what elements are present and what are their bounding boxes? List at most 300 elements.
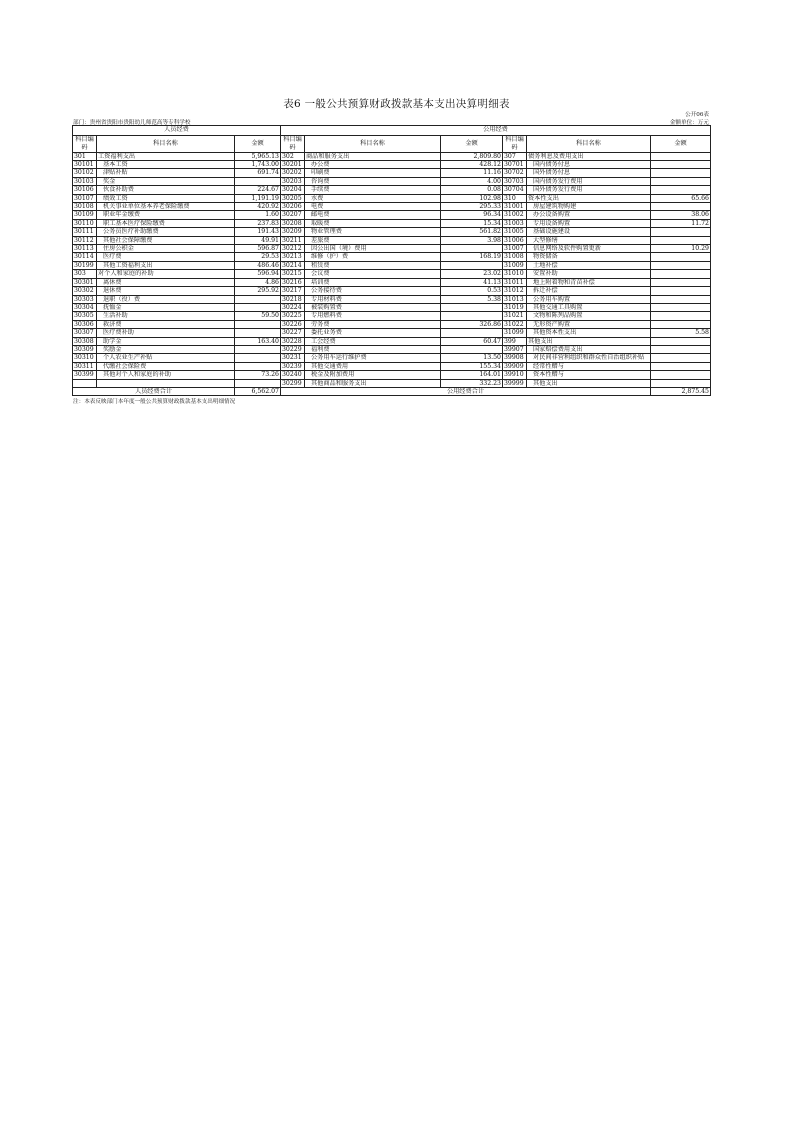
cell-amount: 155.34 <box>441 362 503 370</box>
name-header: 科目名称 <box>97 135 235 152</box>
cell-amount: 3.98 <box>441 236 503 244</box>
cell-code: 30204 <box>281 186 305 194</box>
cell-code: 30106 <box>73 186 97 194</box>
cell-name: 无形资产购置 <box>527 320 651 328</box>
cell-amount: 1,191.19 <box>235 194 281 202</box>
cell-code: 30307 <box>73 329 97 337</box>
cell-code: 30203 <box>281 177 305 185</box>
cell-name: 对个人和家庭的补助 <box>97 270 235 278</box>
cell-code: 30703 <box>503 177 527 185</box>
cell-name: 水费 <box>305 194 441 202</box>
cell-name: 邮电费 <box>305 211 441 219</box>
personnel-total-amount: 6,562.07 <box>235 387 281 395</box>
cell-code: 307 <box>503 152 527 160</box>
table-row <box>73 287 711 295</box>
cell-amount <box>235 177 281 185</box>
cell-amount <box>651 236 711 244</box>
cell-name: 土地补偿 <box>527 261 651 269</box>
cell-code: 30310 <box>73 354 97 362</box>
cell-amount <box>651 261 711 269</box>
table-body <box>73 126 711 396</box>
cell-amount: 29.53 <box>235 253 281 261</box>
table-row <box>73 270 711 278</box>
cell-amount <box>651 177 711 185</box>
cell-amount: 2,809.80 <box>441 152 503 160</box>
cell-amount <box>235 329 281 337</box>
table-row <box>73 203 711 211</box>
cell-name: 其他交通工具购置 <box>527 303 651 311</box>
cell-code: 30215 <box>281 270 305 278</box>
cell-code: 31008 <box>503 253 527 261</box>
cell-name: 维修（护）费 <box>305 253 441 261</box>
cell-name: 专用设备购置 <box>527 219 651 227</box>
cell-code: 31009 <box>503 261 527 269</box>
cell-code: 399 <box>503 337 527 345</box>
cell-code <box>73 379 97 387</box>
cell-name: 委托业务费 <box>305 329 441 337</box>
cell-amount <box>441 303 503 311</box>
expenditure-table <box>72 125 711 396</box>
cell-name: 会议费 <box>305 270 441 278</box>
cell-amount: 168.19 <box>441 253 503 261</box>
name-header: 科目名称 <box>527 135 651 152</box>
cell-name: 咨询费 <box>305 177 441 185</box>
cell-amount: 295.33 <box>441 203 503 211</box>
cell-name: 其他对个人和家庭的补助 <box>97 371 235 379</box>
amount-header: 金额 <box>235 135 281 152</box>
cell-code: 30102 <box>73 169 97 177</box>
cell-code: 301 <box>73 152 97 160</box>
cell-amount: 1,743.00 <box>235 161 281 169</box>
cell-name: 债务利息及费用支出 <box>527 152 651 160</box>
cell-code: 30110 <box>73 219 97 227</box>
cell-name: 其他资本性支出 <box>527 329 651 337</box>
cell-name: 抚恤金 <box>97 303 235 311</box>
cell-name: 奖励金 <box>97 345 235 353</box>
cell-code: 31021 <box>503 312 527 320</box>
cell-amount: 420.92 <box>235 203 281 211</box>
cell-amount: 11.16 <box>441 169 503 177</box>
cell-name: 被装购置费 <box>305 303 441 311</box>
cell-name: 工会经费 <box>305 337 441 345</box>
cell-code: 30107 <box>73 194 97 202</box>
cell-amount: 38.06 <box>651 211 711 219</box>
cell-name: 信息网络及软件购置更新 <box>527 245 651 253</box>
cell-name: 退职（役）费 <box>97 295 235 303</box>
cell-code: 30239 <box>281 362 305 370</box>
cell-code: 30303 <box>73 295 97 303</box>
cell-code: 30209 <box>281 228 305 236</box>
name-header: 科目名称 <box>305 135 441 152</box>
cell-amount: 5.38 <box>441 295 503 303</box>
cell-amount <box>441 261 503 269</box>
cell-code: 30224 <box>281 303 305 311</box>
cell-amount: 60.47 <box>441 337 503 345</box>
cell-code: 30111 <box>73 228 97 236</box>
cell-amount: 10.29 <box>651 245 711 253</box>
cell-code: 30309 <box>73 345 97 353</box>
cell-amount <box>235 379 281 387</box>
table-title: 表6 一般公共预算财政拨款基本支出决算明细表 <box>283 98 510 110</box>
cell-amount <box>651 253 711 261</box>
cell-name: 国外债务付息 <box>527 169 651 177</box>
cell-amount <box>235 354 281 362</box>
cell-name: 其他交通费用 <box>305 362 441 370</box>
cell-amount <box>651 278 711 286</box>
cell-code: 30207 <box>281 211 305 219</box>
cell-name: 医疗费 <box>97 253 235 261</box>
table-row <box>73 329 711 337</box>
cell-amount <box>651 354 711 362</box>
cell-name: 房屋建筑物购建 <box>527 203 651 211</box>
table-row <box>73 345 711 353</box>
cell-amount: 13.50 <box>441 354 503 362</box>
cell-name: 文物和陈列品购置 <box>527 312 651 320</box>
cell-code: 30306 <box>73 320 97 328</box>
cell-name: 代缴社会保险费 <box>97 362 235 370</box>
cell-name: 其他支出 <box>527 337 651 345</box>
cell-code: 30205 <box>281 194 305 202</box>
cell-amount: 428.12 <box>441 161 503 169</box>
cell-name: 其他商品和服务支出 <box>305 379 441 387</box>
table-row <box>73 354 711 362</box>
cell-name: 公务员医疗补助缴费 <box>97 228 235 236</box>
cell-name: 公务用车购置 <box>527 295 651 303</box>
cell-amount: 224.67 <box>235 186 281 194</box>
cell-amount: 41.13 <box>441 278 503 286</box>
cell-name: 大型修缮 <box>527 236 651 244</box>
cell-code: 39909 <box>503 362 527 370</box>
cell-amount <box>441 345 503 353</box>
cell-code: 30701 <box>503 161 527 169</box>
cell-code: 30229 <box>281 345 305 353</box>
cell-name: 其他工资福利支出 <box>97 261 235 269</box>
table-row <box>73 245 711 253</box>
cell-amount <box>235 320 281 328</box>
cell-name: 伙食补助费 <box>97 186 235 194</box>
cell-code: 31003 <box>503 219 527 227</box>
cell-code: 30240 <box>281 371 305 379</box>
cell-name: 其他支出 <box>527 379 651 387</box>
cell-amount <box>651 312 711 320</box>
cell-name: 住房公积金 <box>97 245 235 253</box>
cell-code: 30112 <box>73 236 97 244</box>
cell-code: 30231 <box>281 354 305 362</box>
cell-code: 30206 <box>281 203 305 211</box>
table-row <box>73 194 711 202</box>
cell-amount: 326.86 <box>441 320 503 328</box>
table-row <box>73 261 711 269</box>
table-row <box>73 186 711 194</box>
code-header: 科目编码 <box>503 135 527 152</box>
cell-name: 差旅费 <box>305 236 441 244</box>
cell-amount: 59.50 <box>235 312 281 320</box>
cell-amount: 49.91 <box>235 236 281 244</box>
cell-amount: 0.53 <box>441 287 503 295</box>
cell-code: 30311 <box>73 362 97 370</box>
cell-amount: 486.46 <box>235 261 281 269</box>
cell-code: 31007 <box>503 245 527 253</box>
cell-name: 资本性支出 <box>527 194 651 202</box>
cell-code: 30213 <box>281 253 305 261</box>
cell-name: 电费 <box>305 203 441 211</box>
unit-label: 金额单位：万元 <box>669 120 709 126</box>
table-row <box>73 177 711 185</box>
cell-code: 31001 <box>503 203 527 211</box>
cell-name: 工资福利支出 <box>97 152 235 160</box>
cell-amount <box>651 362 711 370</box>
cell-name: 取暖费 <box>305 219 441 227</box>
cell-name: 国外债务发行费用 <box>527 186 651 194</box>
cell-code: 30212 <box>281 245 305 253</box>
cell-amount: 5,965.13 <box>235 152 281 160</box>
cell-amount: 596.94 <box>235 270 281 278</box>
table-row <box>73 303 711 311</box>
cell-amount: 96.34 <box>441 211 503 219</box>
cell-name: 商品和服务支出 <box>305 152 441 160</box>
cell-code: 30227 <box>281 329 305 337</box>
cell-code: 30103 <box>73 177 97 185</box>
cell-code: 31006 <box>503 236 527 244</box>
table-row <box>73 152 711 160</box>
cell-name: 个人农业生产补贴 <box>97 354 235 362</box>
cell-name: 因公出国（境）费用 <box>305 245 441 253</box>
cell-code: 30217 <box>281 287 305 295</box>
cell-code: 30113 <box>73 245 97 253</box>
table-row <box>73 161 711 169</box>
form-code: 公开06表 <box>685 112 709 118</box>
department-label: 部门：贵州省贵阳市贵阳幼儿师范高等专科学校 <box>73 120 191 126</box>
cell-amount: 102.98 <box>441 194 503 202</box>
cell-name: 公务用车运行维护费 <box>305 354 441 362</box>
cell-code: 31011 <box>503 278 527 286</box>
cell-amount <box>651 371 711 379</box>
cell-code: 31012 <box>503 287 527 295</box>
cell-amount <box>235 303 281 311</box>
public-header: 公用经费 <box>281 126 711 136</box>
cell-amount <box>441 329 503 337</box>
cell-name: 津贴补贴 <box>97 169 235 177</box>
amount-header: 金额 <box>441 135 503 152</box>
cell-amount <box>651 186 711 194</box>
cell-name: 救济费 <box>97 320 235 328</box>
table-row <box>73 219 711 227</box>
personnel-header: 人员经费 <box>73 126 281 136</box>
footnote: 注：本表反映部门本年度一般公共预算财政拨款基本支出明细情况 <box>73 399 236 405</box>
cell-name: 职工基本医疗保险缴费 <box>97 219 235 227</box>
cell-code: 31013 <box>503 295 527 303</box>
cell-name: 国内债务付息 <box>527 161 651 169</box>
cell-name: 资本性赠与 <box>527 371 651 379</box>
cell-amount: 0.08 <box>441 186 503 194</box>
column-header-row <box>73 135 711 152</box>
cell-code: 302 <box>281 152 305 160</box>
totals-row <box>73 387 711 395</box>
cell-amount: 191.43 <box>235 228 281 236</box>
cell-code: 30308 <box>73 337 97 345</box>
table-row <box>73 312 711 320</box>
cell-name: 办公设备购置 <box>527 211 651 219</box>
public-total-label: 公用经费合计 <box>281 387 651 395</box>
table-row <box>73 362 711 370</box>
cell-code: 30101 <box>73 161 97 169</box>
cell-name: 公务接待费 <box>305 287 441 295</box>
cell-amount <box>651 203 711 211</box>
cell-code: 30225 <box>281 312 305 320</box>
table-row <box>73 337 711 345</box>
cell-code: 31022 <box>503 320 527 328</box>
cell-name: 办公费 <box>305 161 441 169</box>
cell-amount: 4.00 <box>441 177 503 185</box>
cell-name: 福利费 <box>305 345 441 353</box>
table-row <box>73 253 711 261</box>
cell-amount: 163.40 <box>235 337 281 345</box>
cell-amount: 23.02 <box>441 270 503 278</box>
cell-amount <box>235 345 281 353</box>
cell-amount <box>651 295 711 303</box>
cell-amount <box>651 337 711 345</box>
cell-code: 30302 <box>73 287 97 295</box>
cell-name: 安置补助 <box>527 270 651 278</box>
table-row <box>73 295 711 303</box>
table-row <box>73 278 711 286</box>
cell-amount <box>651 169 711 177</box>
cell-amount: 11.72 <box>651 219 711 227</box>
cell-code: 30226 <box>281 320 305 328</box>
cell-code: 30299 <box>281 379 305 387</box>
cell-name: 培训费 <box>305 278 441 286</box>
cell-amount: 561.82 <box>441 228 503 236</box>
cell-amount <box>651 303 711 311</box>
cell-name: 租赁费 <box>305 261 441 269</box>
cell-amount: 691.74 <box>235 169 281 177</box>
cell-amount: 65.66 <box>651 194 711 202</box>
cell-name: 国家赔偿费用支出 <box>527 345 651 353</box>
cell-amount: 332.23 <box>441 379 503 387</box>
cell-amount <box>651 345 711 353</box>
cell-amount: 237.83 <box>235 219 281 227</box>
cell-amount <box>441 245 503 253</box>
cell-name: 医疗费补助 <box>97 329 235 337</box>
cell-name: 职业年金缴费 <box>97 211 235 219</box>
cell-code: 303 <box>73 270 97 278</box>
cell-code: 310 <box>503 194 527 202</box>
cell-name: 其他社会保障缴费 <box>97 236 235 244</box>
cell-code: 30211 <box>281 236 305 244</box>
cell-name: 对民间非营利组织和群众性自治组织补贴 <box>527 354 651 362</box>
cell-name: 手续费 <box>305 186 441 194</box>
code-header: 科目编码 <box>73 135 97 152</box>
cell-code: 31002 <box>503 211 527 219</box>
cell-code: 30109 <box>73 211 97 219</box>
cell-name: 生活补助 <box>97 312 235 320</box>
cell-amount: 1.60 <box>235 211 281 219</box>
cell-code: 31010 <box>503 270 527 278</box>
cell-code: 30304 <box>73 303 97 311</box>
cell-name: 专用燃料费 <box>305 312 441 320</box>
cell-amount <box>651 379 711 387</box>
cell-amount <box>651 287 711 295</box>
code-header: 科目编码 <box>281 135 305 152</box>
cell-name: 助学金 <box>97 337 235 345</box>
cell-code: 31099 <box>503 329 527 337</box>
table-row <box>73 236 711 244</box>
cell-name: 基础设施建设 <box>527 228 651 236</box>
cell-name: 经常性赠与 <box>527 362 651 370</box>
cell-name: 机关事业单位基本养老保险缴费 <box>97 203 235 211</box>
cell-amount: 164.01 <box>441 371 503 379</box>
amount-header: 金额 <box>651 135 711 152</box>
cell-amount <box>651 161 711 169</box>
cell-name: 退休费 <box>97 287 235 295</box>
cell-amount <box>651 270 711 278</box>
cell-name: 物资储备 <box>527 253 651 261</box>
cell-code: 30214 <box>281 261 305 269</box>
cell-name: 绩效工资 <box>97 194 235 202</box>
cell-name: 税金及附加费用 <box>305 371 441 379</box>
cell-code: 30301 <box>73 278 97 286</box>
cell-code: 30202 <box>281 169 305 177</box>
table-row <box>73 228 711 236</box>
cell-amount: 596.87 <box>235 245 281 253</box>
cell-code: 39910 <box>503 371 527 379</box>
public-total-amount: 2,875.45 <box>651 387 711 395</box>
cell-code: 30702 <box>503 169 527 177</box>
cell-amount <box>441 312 503 320</box>
cell-name: 物业管理费 <box>305 228 441 236</box>
cell-amount: 4.86 <box>235 278 281 286</box>
cell-code: 39908 <box>503 354 527 362</box>
cell-name: 拆迁补偿 <box>527 287 651 295</box>
group-header-row <box>73 126 711 136</box>
cell-code: 30201 <box>281 161 305 169</box>
cell-amount: 15.34 <box>441 219 503 227</box>
cell-code: 30208 <box>281 219 305 227</box>
cell-code: 30704 <box>503 186 527 194</box>
cell-code: 30199 <box>73 261 97 269</box>
cell-code: 30108 <box>73 203 97 211</box>
cell-code: 30305 <box>73 312 97 320</box>
cell-name <box>97 379 235 387</box>
cell-amount <box>235 295 281 303</box>
cell-amount: 5.58 <box>651 329 711 337</box>
cell-amount <box>651 228 711 236</box>
table-row <box>73 320 711 328</box>
cell-code: 30218 <box>281 295 305 303</box>
cell-amount: 73.26 <box>235 371 281 379</box>
cell-amount: 295.92 <box>235 287 281 295</box>
cell-name: 印刷费 <box>305 169 441 177</box>
table-row <box>73 169 711 177</box>
personnel-total-label: 人员经费合计 <box>73 387 235 395</box>
cell-name: 国内债务发行费用 <box>527 177 651 185</box>
cell-code: 39907 <box>503 345 527 353</box>
cell-code: 30228 <box>281 337 305 345</box>
cell-name: 离休费 <box>97 278 235 286</box>
cell-code: 30216 <box>281 278 305 286</box>
table-row <box>73 379 711 387</box>
table-row <box>73 371 711 379</box>
cell-name: 地上附着物和青苗补偿 <box>527 278 651 286</box>
cell-name: 奖金 <box>97 177 235 185</box>
cell-code: 39999 <box>503 379 527 387</box>
cell-code: 31005 <box>503 228 527 236</box>
cell-amount <box>651 320 711 328</box>
table-row <box>73 211 711 219</box>
cell-name: 专用材料费 <box>305 295 441 303</box>
cell-amount <box>651 152 711 160</box>
cell-name: 基本工资 <box>97 161 235 169</box>
